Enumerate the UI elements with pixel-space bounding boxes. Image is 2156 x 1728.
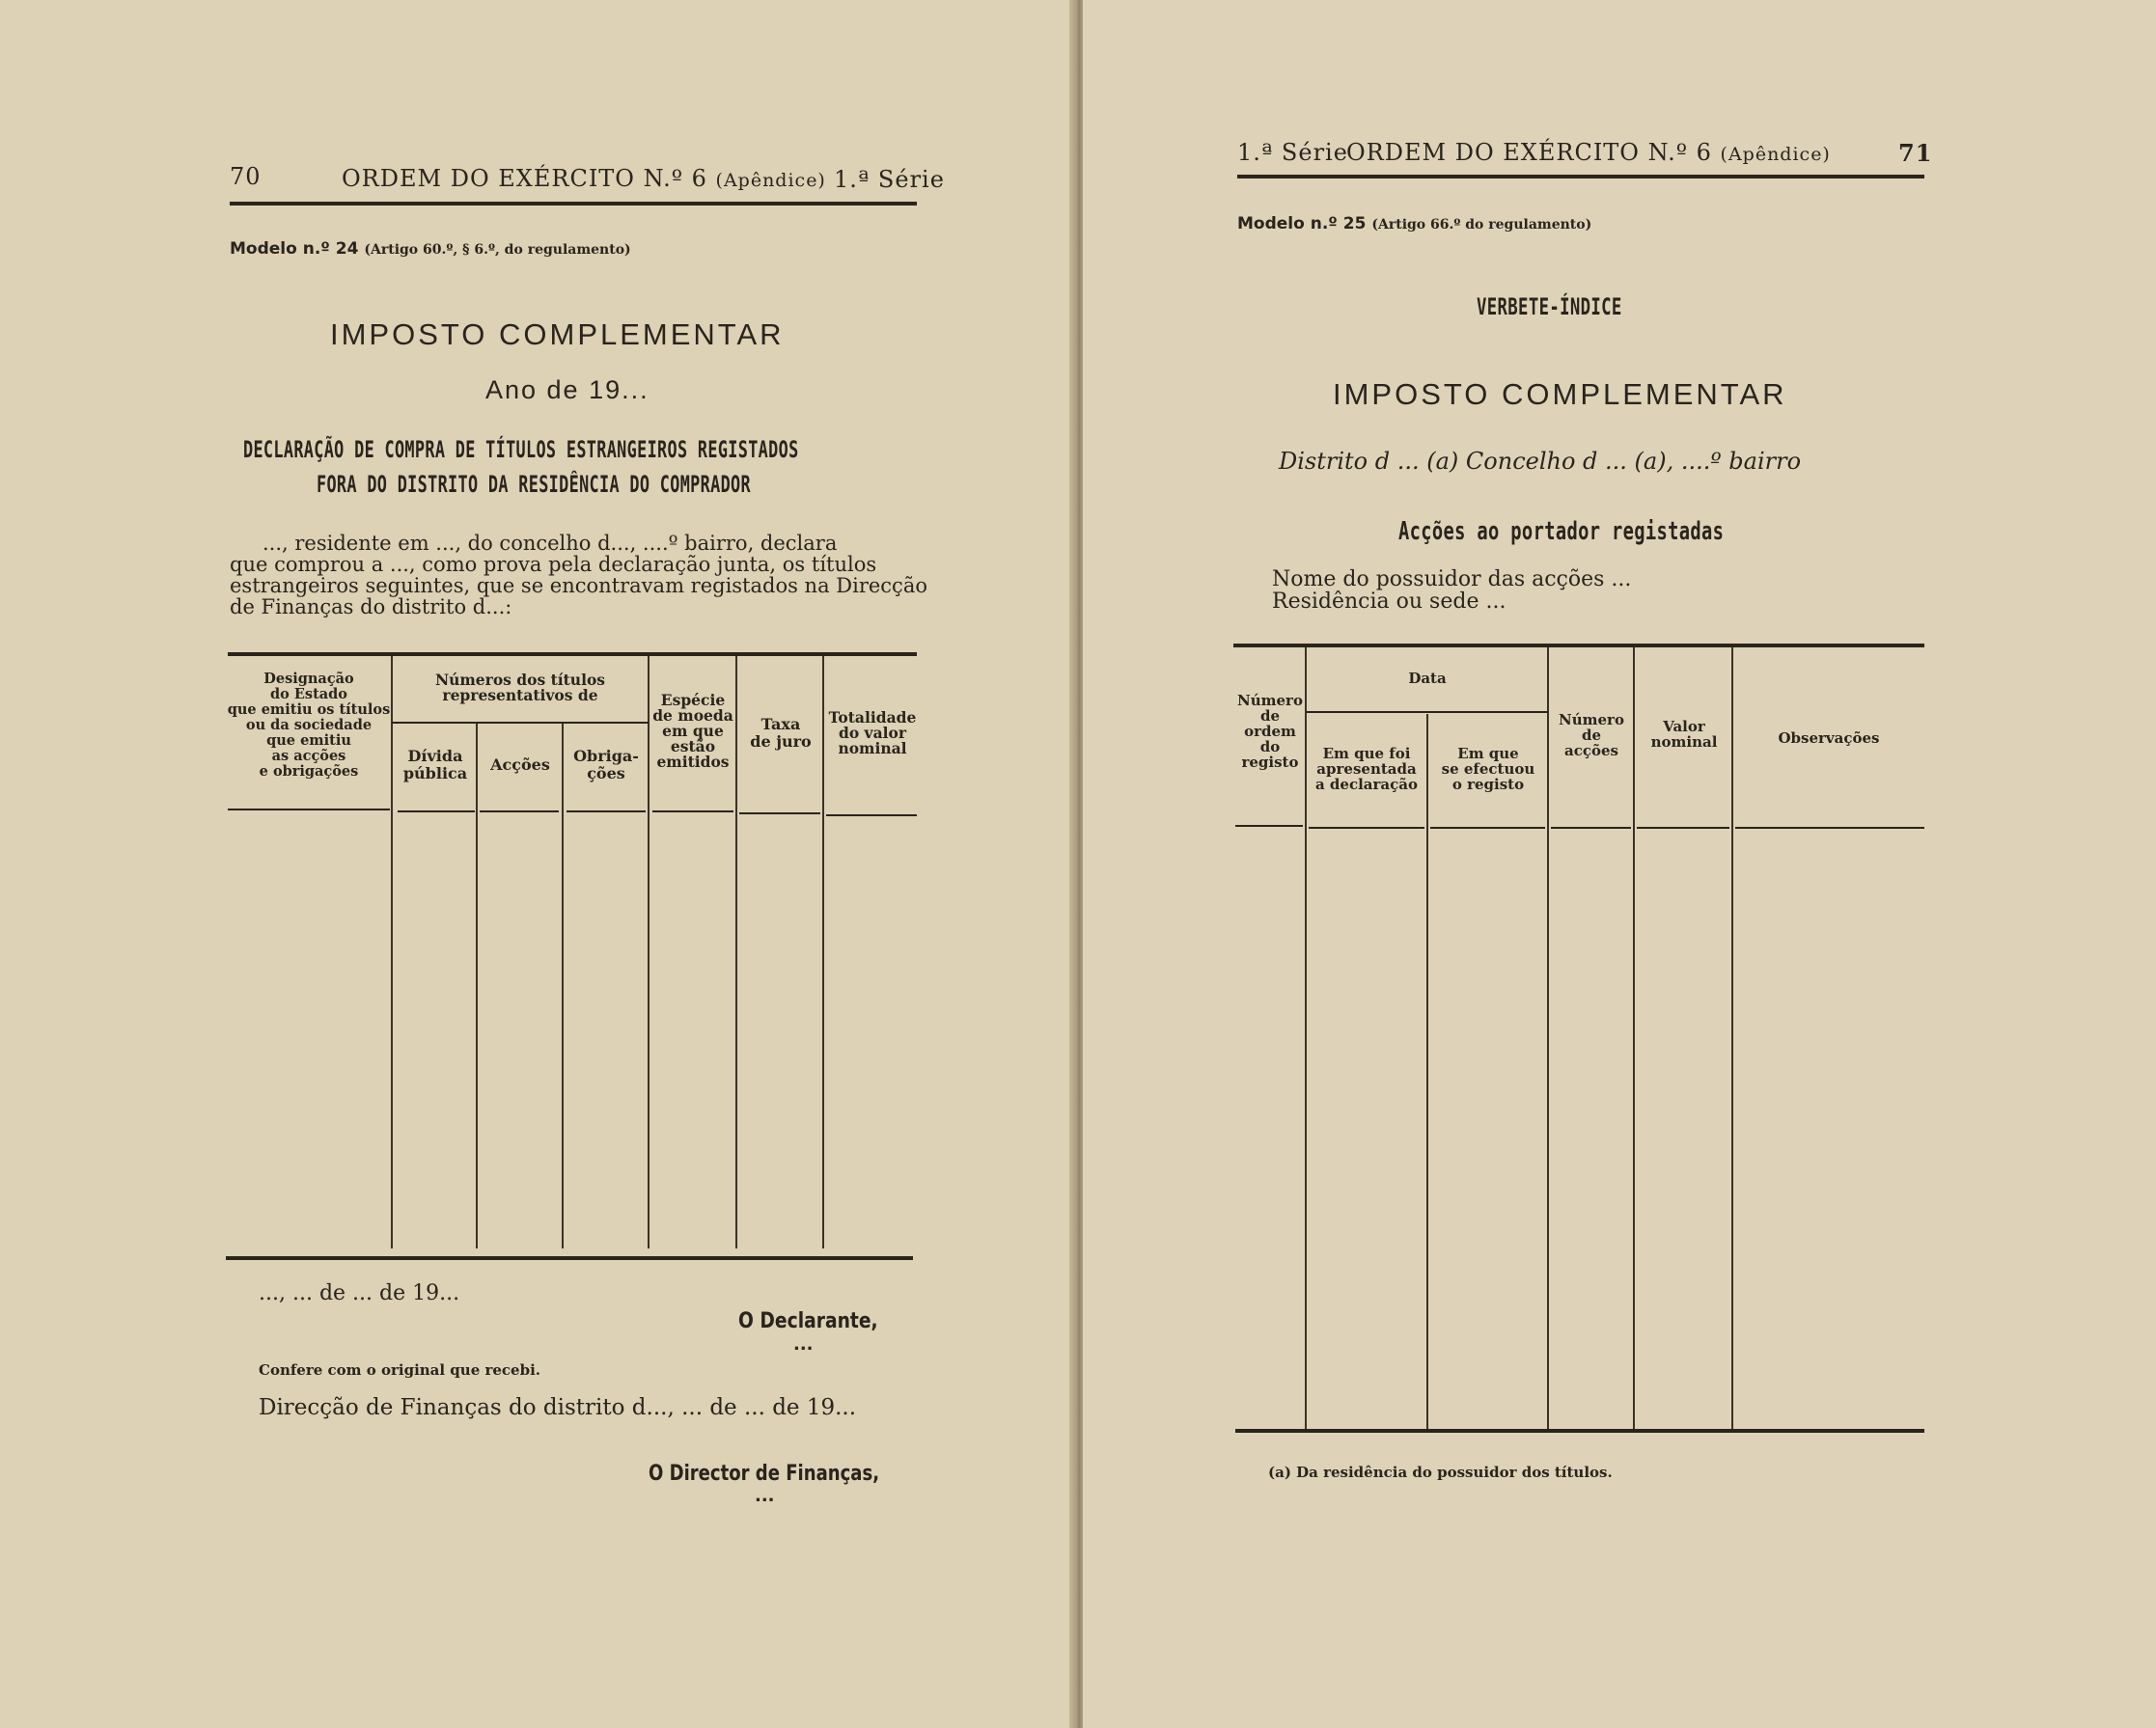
right-th-valor (1635, 719, 1733, 750)
left-confere: Confere com o original que recebi. (259, 1361, 541, 1379)
left-page (0, 0, 1073, 1728)
right-table-top-rule (1233, 644, 1924, 647)
right-nome-line: Nome do possuidor das acções ... (1272, 567, 1632, 591)
left-th-line: em que (662, 722, 724, 740)
right-th-observacoes: Observações (1778, 729, 1880, 747)
left-th-taxa (737, 716, 824, 751)
left-page-number: 70 (230, 163, 262, 190)
right-table-header-rule (1235, 825, 1303, 827)
right-th-apresentada (1307, 746, 1426, 792)
left-table-col-divider (476, 722, 478, 1248)
right-header-title (1346, 139, 1831, 166)
right-table-col-divider (1426, 714, 1428, 1430)
right-modelo-label: Modelo n.º 25 (1237, 214, 1367, 233)
right-modelo-ref: (Artigo 66.º do regulamento) (1371, 217, 1592, 233)
left-th-line: do Estado (270, 686, 347, 702)
right-th-numero-accoes (1548, 712, 1635, 758)
left-body-line: de Finanças do distrito d...: (230, 595, 512, 618)
left-th-line: Taxa (760, 715, 801, 733)
left-th-line: nominal (838, 739, 907, 757)
left-th-line: ou da sociedade (245, 717, 373, 733)
right-th-line: Valor (1663, 718, 1705, 735)
left-th-totalidade (824, 710, 921, 756)
left-subtitle-line1: DECLARAÇÃO DE COMPRA DE TÍTULOS ESTRANGEIROS REGISTADOS (243, 436, 799, 463)
left-body-line: ..., residente em ..., do concelho d..., ....º bairro, declara (263, 532, 838, 555)
left-header-appendix: (Apêndice) (715, 170, 826, 191)
left-table-col-divider (562, 722, 564, 1248)
right-table-col-divider (1633, 647, 1635, 1430)
left-table-group-rule (392, 722, 649, 724)
right-th-line: registo (1241, 754, 1299, 771)
left-body-line: estrangeiros seguintes, que se encontravam registados na Direcção (230, 574, 927, 597)
right-footnote: (a) Da residência do possuidor dos títulos. (1268, 1464, 1613, 1481)
right-modelo (1237, 214, 1591, 233)
right-table-group-rule (1307, 711, 1548, 713)
right-th-line: apresentada (1316, 760, 1417, 778)
right-page (1083, 0, 2156, 1728)
left-th-line: representativos de (442, 686, 598, 704)
left-table-header-rule (739, 812, 820, 814)
right-th-line: do (1259, 738, 1281, 755)
left-th-line: de moeda (652, 706, 733, 725)
left-table-header-rule (398, 810, 475, 812)
left-th-line: pública (402, 764, 468, 782)
left-modelo-ref: (Artigo 60.º, § 6.º, do regulamento) (364, 242, 631, 258)
right-th-line: Em que foi (1322, 745, 1411, 762)
right-title: IMPOSTO COMPLEMENTAR (1333, 377, 1787, 411)
right-table-header-rule (1309, 827, 1424, 829)
left-th-accoes: Acções (490, 755, 550, 774)
right-th-efectuou (1428, 746, 1548, 792)
left-dots: ... (793, 1334, 814, 1355)
right-header-series: 1.ª Série (1237, 139, 1348, 166)
left-modelo-label: Modelo n.º 24 (230, 239, 359, 259)
right-th-line: de (1581, 727, 1602, 744)
right-th-line: a declaração (1314, 776, 1418, 793)
left-director-dots: ... (755, 1486, 775, 1506)
right-th-line: se efectuou (1441, 760, 1535, 778)
left-table-header-rule (567, 810, 646, 812)
right-header-title-text: ORDEM DO EXÉRCITO N.º 6 (1346, 139, 1712, 166)
right-page-number: 71 (1898, 139, 1933, 167)
left-th-line: Dívida (407, 747, 463, 765)
left-th-line: ções (587, 764, 625, 782)
left-year: Ano de 19... (485, 375, 650, 404)
left-header-series: 1.ª Série (834, 166, 945, 193)
right-th-line: nominal (1650, 733, 1718, 751)
left-th-line: que emitiu os títulos (227, 701, 391, 718)
left-th-designacao (226, 672, 392, 780)
left-th-line: emitidos (656, 753, 730, 771)
left-header-title (342, 165, 826, 192)
right-th-numero-ordem (1233, 693, 1307, 770)
right-header-appendix: (Apêndice) (1720, 144, 1831, 165)
left-table-top-rule (228, 652, 917, 656)
left-body-line: que comprou a ..., como prova pela declaração junta, os títulos (230, 553, 877, 576)
left-title: IMPOSTO COMPLEMENTAR (330, 317, 785, 351)
right-residencia-line: Residência ou sede ... (1272, 590, 1506, 614)
left-table-header-rule (228, 809, 390, 810)
right-table-header-rule (1430, 827, 1545, 829)
right-th-line: ordem (1244, 723, 1296, 740)
left-declarante: O Declarante, (738, 1309, 878, 1333)
left-table-header-rule (480, 810, 559, 812)
left-th-numeros (393, 672, 648, 703)
right-table-bottom-rule (1235, 1429, 1924, 1433)
right-th-line: Em que (1457, 745, 1519, 762)
left-th-obrigacoes (565, 748, 648, 782)
left-header-title-text: ORDEM DO EXÉRCITO N.º 6 (342, 165, 707, 192)
right-th-data: Data (1408, 670, 1447, 687)
left-table-header-rule (826, 814, 917, 816)
right-table-col-divider (1731, 647, 1733, 1430)
left-th-line: de juro (750, 732, 812, 751)
left-th-line: que emitiu (266, 732, 351, 749)
left-th-line: Números dos títulos (434, 671, 606, 689)
left-director: O Director de Finanças, (649, 1462, 880, 1486)
left-header-rule (230, 202, 917, 206)
left-th-line: estão (670, 737, 716, 755)
left-direccao-line: Direcção de Finanças do distrito d..., ... de ... de 19... (259, 1395, 857, 1420)
left-th-line: Designação (263, 671, 354, 687)
left-th-line: e obrigações (259, 763, 359, 780)
right-th-line: de (1259, 707, 1281, 725)
right-table-header-rule (1551, 827, 1631, 829)
right-th-line: Número (1237, 692, 1303, 709)
left-table-bottom-rule (226, 1256, 913, 1260)
right-th-line: Número (1559, 711, 1624, 728)
left-table-header-rule (652, 810, 733, 812)
right-accoes-title: Acções ao portador registadas (1398, 517, 1725, 546)
left-modelo (230, 239, 631, 259)
right-table-header-rule (1637, 827, 1729, 829)
right-header-rule (1237, 175, 1924, 178)
left-th-line: Totalidade (828, 708, 917, 727)
left-subtitle-line2: FORA DO DISTRITO DA RESIDÊNCIA DO COMPRADOR (317, 471, 751, 498)
left-th-line: as acções (271, 748, 346, 764)
right-distrito-line: Distrito d ... (a) Concelho d ... (a), ....º bairro (1279, 448, 1802, 475)
left-th-line: Obriga- (573, 747, 639, 765)
right-verbete: VERBETE-ÍNDICE (1477, 293, 1622, 320)
left-date-line: ..., ... de ... de 19... (259, 1281, 460, 1305)
left-th-divida (394, 748, 477, 782)
left-th-line: Espécie (660, 691, 726, 709)
right-table-header-rule (1735, 827, 1924, 829)
left-th-line: do valor (838, 724, 906, 742)
right-th-line: acções (1564, 742, 1618, 759)
right-th-line: o registo (1451, 776, 1525, 793)
left-body (230, 533, 925, 617)
left-th-especie (650, 693, 736, 770)
